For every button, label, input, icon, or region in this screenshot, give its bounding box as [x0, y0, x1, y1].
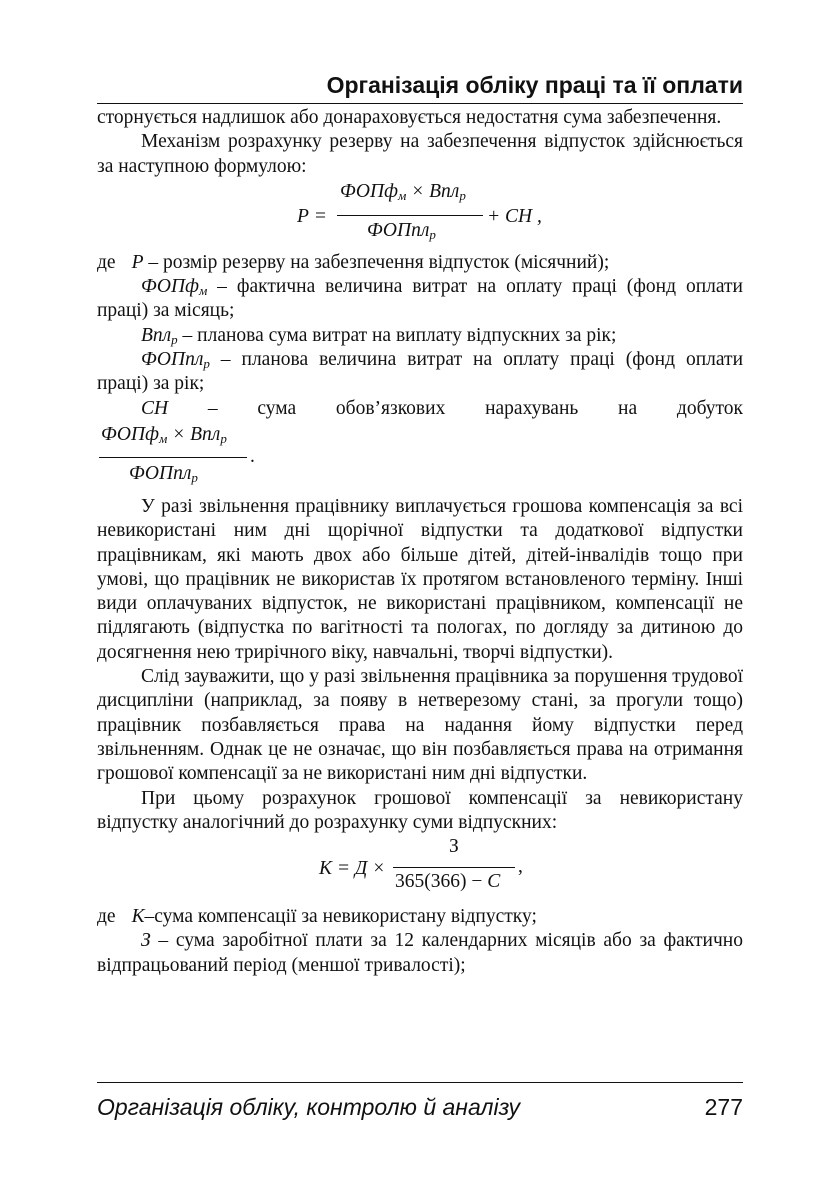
def-sn-text: – сума обов’язкових нарахувань на добуток: [168, 397, 743, 419]
def-foppl-sub: р: [203, 356, 210, 372]
formula-inline-fraction: [97, 421, 743, 495]
inline-den-foppl-sub: р: [191, 469, 198, 485]
header-rule: [97, 103, 743, 104]
def-fop-text: – фактична величина витрат на оплату праці (фонд оплати праці) за місяць;: [97, 276, 743, 322]
inline-numerator: [101, 423, 227, 447]
def-vpl-text: – планова сума витрат на виплату відпускних за рік;: [177, 324, 617, 346]
def-fop-sub: м: [198, 283, 208, 299]
formula-compensation-end: ,: [518, 856, 523, 878]
inline-fraction-bar: [99, 457, 247, 458]
inline-end: .: [250, 445, 255, 467]
inline-denominator: [129, 462, 198, 486]
formula-reserve-tail: + СН ,: [487, 205, 542, 227]
def-foppl-text: – планова величина витрат на оплату праці (фонд оплати праці) за рік;: [97, 349, 743, 395]
definition-foppl: [97, 348, 743, 397]
definition-k: [97, 905, 743, 929]
def-k-symbol: К: [131, 906, 145, 928]
definition-fop: [97, 275, 743, 324]
def-k-text: –сума компенсації за невикористану відпустку;: [144, 906, 537, 928]
formula-compensation: [97, 835, 743, 905]
def-z-text: – сума заробітної плати за 12 календарних місяців або за фактично відпрацьований період (меншої тривалості);: [97, 930, 743, 976]
formula-compensation-denominator: [395, 870, 500, 894]
paragraph-2: Механізм розрахунку резерву на забезпечення відпусток здійснюється за наступною формулою:: [97, 131, 743, 177]
definition-z: [97, 929, 743, 978]
inline-num-fop: ФОПф: [101, 423, 159, 445]
def-vpl-sub: р: [171, 331, 178, 347]
definition-sn: [97, 397, 743, 421]
footer-title: Організація обліку, контролю й аналізу: [97, 1094, 521, 1120]
den-c: С: [487, 871, 501, 893]
running-header: Організація обліку праці та її оплати: [326, 72, 743, 98]
paragraph-1: сторнується надлишок або донараховується недостатня сума забезпечення.: [97, 107, 722, 128]
num-vpl-sub: р: [459, 187, 466, 203]
formula-reserve-lhs: Р =: [297, 205, 327, 227]
den-days: 365(366) −: [395, 871, 488, 893]
def-p-text: – розмір резерву на забезпечення відпусток (місячний);: [143, 251, 610, 273]
formula-compensation-fraction-bar: [393, 867, 515, 868]
def-vpl-symbol: Впл: [141, 324, 172, 346]
formula-compensation-lhs: К = Д ×: [319, 858, 386, 880]
page-body: [97, 106, 743, 978]
def-foppl-symbol: ФОПпл: [141, 349, 204, 371]
def-fop-symbol: ФОПф: [141, 276, 199, 298]
formula-reserve: [97, 179, 743, 251]
inline-den-foppl: ФОПпл: [129, 462, 192, 484]
running-footer: [97, 1090, 743, 1124]
page-number: 277: [704, 1094, 743, 1120]
inline-num-vpl: × Впл: [167, 423, 221, 445]
paragraph-5: При цьому розрахунок грошової компенсації за невикористану відпустку аналогічний до розрахунку суми відпускних:: [97, 787, 743, 833]
def-sn-symbol: СН: [141, 397, 169, 419]
num-fop: ФОПф: [340, 180, 398, 202]
inline-num-vpl-sub: р: [220, 430, 227, 446]
num-vpl: × Впл: [406, 180, 460, 202]
definition-vpl: [97, 324, 743, 348]
inline-num-fop-sub: м: [158, 430, 168, 446]
def-label: де: [97, 251, 116, 273]
formula-reserve-denominator: [367, 219, 436, 243]
den-foppl: ФОПпл: [367, 219, 430, 241]
den-foppl-sub: р: [429, 226, 436, 242]
def-k-label: де: [97, 906, 116, 928]
definition-p: [97, 251, 743, 275]
formula-reserve-fraction-bar: [337, 215, 483, 216]
paragraph-4: Слід зауважити, що у разі звільнення працівника за порушення трудової дисципліни (наприклад, за появу в нетверезому стані, за прогули тощо) працівник позбавляється права на надання йому відпустки перед звільненням. Однак це не означає, що він позбавляється права на отримання грошової компенсації за не використані ним дні відпустки.: [97, 666, 743, 785]
document-page: [97, 0, 743, 1190]
paragraph-3: У разі звільнення працівнику виплачується грошова компенсація за всі невикористані ним дні щорічної відпустки та додаткової відпустки працівникам, які мають двох або більше дітей, дітей-інвалідів тощо при умові, що працівник не використав їх протягом встановленого терміну. Інші види оплачуваних відпусток, не використані працівником, компенсації не підлягають (відпустка по вагітності та пологах, по догляду за дитиною до досягнення нею трирічного віку, навчальні, творчі відпустки).: [97, 495, 743, 663]
formula-reserve-numerator: [340, 180, 466, 204]
formula-compensation-numerator: З: [449, 836, 459, 858]
def-p-symbol: Р: [131, 251, 144, 273]
footer-rule: [97, 1082, 743, 1083]
def-z-symbol: З: [141, 930, 151, 952]
num-fop-sub: м: [397, 187, 407, 203]
